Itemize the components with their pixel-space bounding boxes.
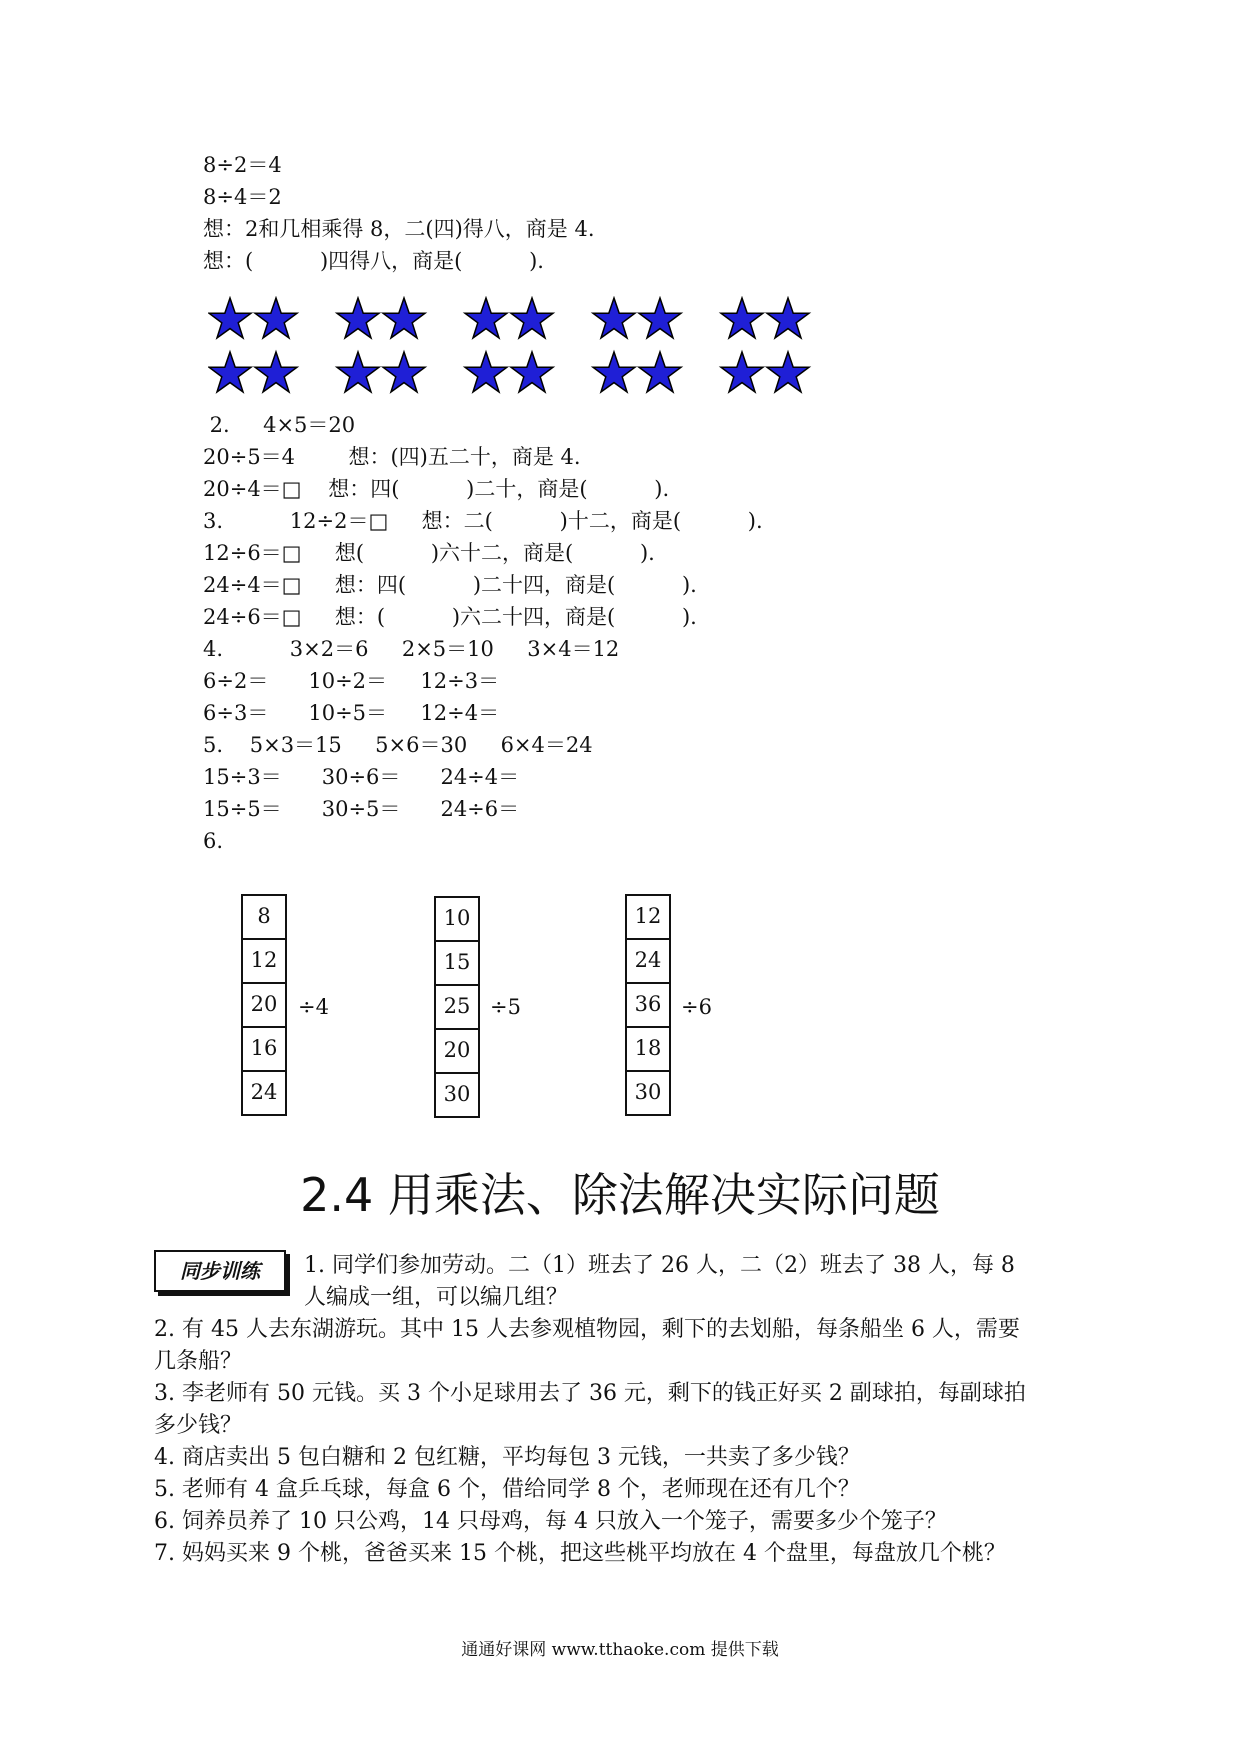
- star-icon: [209, 298, 251, 338]
- problem-1-line-2: 人编成一组，可以编几组？: [304, 1285, 569, 1310]
- division-cell: 16: [243, 1028, 285, 1072]
- star-icon: [721, 352, 763, 392]
- exercise-line: 20÷4＝□ 想：四( )二十，商是( ).: [203, 477, 670, 501]
- star-icon: [639, 298, 681, 338]
- star-icon: [337, 298, 379, 338]
- star-icon: [593, 352, 635, 392]
- eq-line: 8÷4＝2: [203, 185, 282, 209]
- exercise-line: 6÷2＝ 10÷2＝ 12÷3＝: [203, 669, 500, 693]
- exercise-2-header: 2. 4×5＝20: [203, 413, 356, 437]
- problem-line: 几条船？: [154, 1349, 243, 1374]
- division-column-3: [625, 894, 671, 1116]
- exercise-line: 12÷6＝□ 想( )六十二，商是( ).: [203, 541, 655, 565]
- division-cell: 18: [627, 1028, 669, 1072]
- division-cell: 25: [436, 986, 478, 1030]
- exercise-line: 6÷3＝ 10÷5＝ 12÷4＝: [203, 701, 500, 725]
- division-cell: 24: [250, 1080, 278, 1104]
- star-icon: [255, 298, 297, 338]
- exercise-5-header: 5. 5×3＝15 5×6＝30 6×4＝24: [203, 733, 593, 757]
- division-cell: 10: [436, 898, 478, 942]
- problem-line: 6. 饲养员养了 10 只公鸡，14 只母鸡，每 4 只放入一个笼子，需要多少个笼子？: [154, 1509, 947, 1534]
- eq-line: 8÷2＝4: [203, 153, 282, 177]
- star-icon: [593, 298, 635, 338]
- think-line: 想：2和几相乘得 8，二(四)得八，商是 4.: [203, 217, 595, 241]
- problem-line: 3. 李老师有 50 元钱。买 3 个小足球用去了 36 元，剩下的钱正好买 2 副球拍，每副球拍: [154, 1381, 1026, 1406]
- think-line: 想：( )四得八，商是( ).: [203, 249, 544, 273]
- divisor-label: ÷6: [681, 995, 712, 1019]
- divisor-label: ÷4: [298, 995, 329, 1019]
- exercise-4-header: 4. 3×2＝6 2×5＝10 3×4＝12: [203, 637, 620, 661]
- star-icon: [465, 298, 507, 338]
- division-cell: 24: [627, 940, 669, 984]
- practice-badge: 同步训练: [154, 1250, 286, 1292]
- star-icon: [383, 352, 425, 392]
- star-icon: [465, 352, 507, 392]
- exercise-line: 24÷4＝□ 想：四( )二十四，商是( ).: [203, 573, 697, 597]
- exercise-6-header: 6.: [203, 829, 224, 853]
- exercise-line: 20÷5＝4 想：(四)五二十，商是 4.: [203, 445, 581, 469]
- division-column-2: [434, 896, 480, 1118]
- star-icon: [767, 352, 809, 392]
- division-column-1: [241, 894, 287, 1116]
- star-icon: [337, 352, 379, 392]
- problem-line: 5. 老师有 4 盒乒乓球，每盒 6 个，借给同学 8 个，老师现在还有几个？: [154, 1477, 860, 1502]
- problem-line: 4. 商店卖出 5 包白糖和 2 包红糖，平均每包 3 元钱，一共卖了多少钱？: [154, 1445, 860, 1470]
- star-icon: [767, 298, 809, 338]
- division-cell: 15: [436, 942, 478, 986]
- division-cell: 30: [634, 1080, 662, 1104]
- exercise-line: 15÷5＝ 30÷5＝ 24÷6＝: [203, 797, 520, 821]
- division-cell: 30: [443, 1082, 471, 1106]
- star-icon: [209, 352, 251, 392]
- star-icon: [511, 298, 553, 338]
- star-icon: [383, 298, 425, 338]
- exercise-line: 15÷3＝ 30÷6＝ 24÷4＝: [203, 765, 520, 789]
- problem-1-line-1: 1. 同学们参加劳动。二（1）班去了 26 人，二（2）班去了 38 人，每 8: [304, 1253, 1015, 1278]
- exercise-line: 24÷6＝□ 想：( )六二十四，商是( ).: [203, 605, 697, 629]
- problem-line: 2. 有 45 人去东湖游玩。其中 15 人去参观植物园，剩下的去划船，每条船坐 6 人，需要: [154, 1317, 1020, 1342]
- star-icon: [511, 352, 553, 392]
- division-cell: 36: [627, 984, 669, 1028]
- footer-credit: 通通好课网 www.tthaoke.com 提供下载: [461, 1640, 779, 1660]
- exercise-3-header: 3. 12÷2＝□ 想：二( )十二，商是( ).: [203, 509, 763, 533]
- divisor-label: ÷5: [490, 995, 521, 1019]
- problem-line: 多少钱？: [154, 1413, 243, 1438]
- section-heading: 2.4 用乘法、除法解决实际问题: [300, 1168, 940, 1222]
- division-cell: 12: [627, 896, 669, 940]
- division-cell: 8: [243, 896, 285, 940]
- problem-line: 7. 妈妈买来 9 个桃，爸爸买来 15 个桃，把这些桃平均放在 4 个盘里，每盘放几个桃？: [154, 1541, 1006, 1566]
- star-icon: [639, 352, 681, 392]
- star-icon: [255, 352, 297, 392]
- division-cell: 12: [243, 940, 285, 984]
- star-icon: [721, 298, 763, 338]
- star-groups: [208, 296, 828, 406]
- division-cell: 20: [243, 984, 285, 1028]
- division-cell: 20: [436, 1030, 478, 1074]
